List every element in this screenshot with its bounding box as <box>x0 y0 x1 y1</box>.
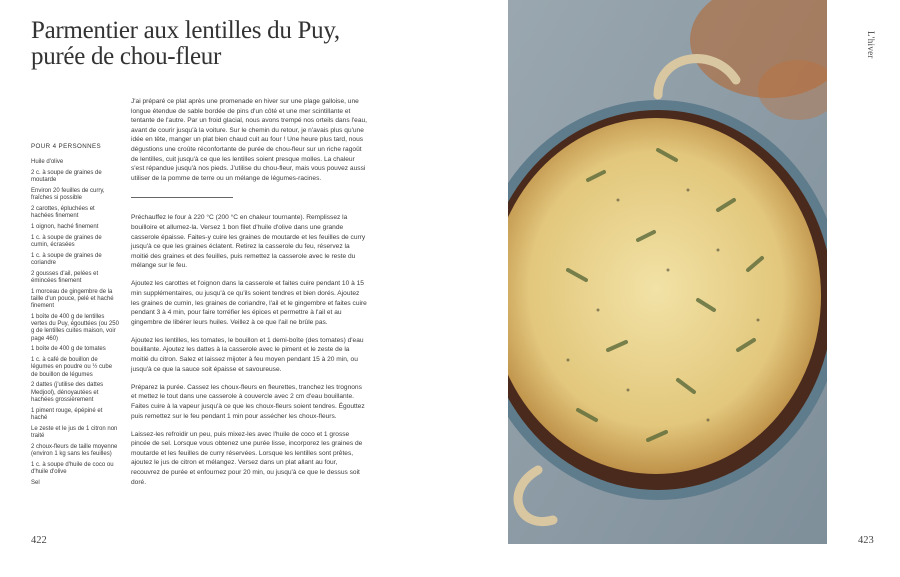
ingredient-item: 2 c. à soupe de graines de moutarde <box>31 170 102 184</box>
intro-paragraph: J'ai préparé ce plat après une promenade en hiver sur une plage galloise, une longue étendue de sable bordée de pins d'un côté et une mer scintillante et tentante de l'autre. Par un froid glacial, nous avons trempé nos orteils dans l'eau, avant de courir jusqu'à la voiture. Sur le chemin du retour, je n'avais plus qu'une idée en tête, manger un plat bien chaud cuit au four ! Une heure plus tard, nous dégustions une croûte réconfortante de purée de chou-fleur sur un riche ragoût de lentilles, cuit jusqu'à ce que les lentilles soient presque molles. La chaleur s'est répandue jusqu'à nos pieds. J'utilise du chou-fleur, mais vous pouvez aussi utiliser de la pomme de terre ou un mélange de légumes-racines. <box>131 98 368 182</box>
pie-illustration <box>508 0 827 544</box>
dish-photo <box>508 0 827 544</box>
ingredient-item: Sel <box>31 479 40 486</box>
section-divider <box>131 197 233 198</box>
method-step: Préchauffez le four à 220 °C (200 °C en chaleur tournante). Remplissez la bouilloire et allumez-la. Versez 1 bon filet d'huile d'olive dans une grande casserole épaisse. Faites-y cuire les graines de moutarde et les feuilles de curry jusqu'à ce que les graines éclatent. Retirez la casserole du feu, réservez la moitié des graines et des feuilles, puis remettez la casserole avec le reste du mélange sur le feu. <box>131 214 366 270</box>
servings-label: POUR 4 PERSONNES <box>31 143 102 150</box>
section-label: L'hiver <box>866 31 876 59</box>
ingredient-item: 1 c. à soupe d'huile de coco ou d'huile d'olive <box>31 461 114 475</box>
ingredient-item: 2 choux-fleurs de taille moyenne (environ 1 kg sans les feuilles) <box>31 443 118 457</box>
method-step: Ajoutez les carottes et l'oignon dans la casserole et faites cuire pendant 10 à 15 min supplémentaires, ou jusqu'à ce qu'ils soient tendres et bien dorés. Ajoutez les graines de cumin, les graines de coriandre, l'ail et le gingembre et faites cuire pendant 3 à 4 min, pour faire torréfier les épices et permettre à l'ail et au gingembre de libérer leurs huiles. Veillez à ce que l'ail ne brûle pas. <box>131 280 367 326</box>
ingredient-item: 1 oignon, haché finement <box>31 224 99 230</box>
title-line-2: purée de chou-fleur <box>31 43 222 70</box>
recipe-title <box>31 18 361 70</box>
ingredient-item: 1 piment rouge, épépiné et haché <box>31 407 103 421</box>
ingredient-item: 1 c. à café de bouillon de légumes en poudre ou ½ cube de bouillon de légumes <box>31 357 113 378</box>
method-column <box>131 97 367 496</box>
method-step: Laissez-les refroidir un peu, puis mixez-les avec l'huile de coco et 1 grosse pincée de sel. Lorsque vous obtenez une purée lisse, incorporez les graines de moutarde et les feuilles de curry réservées. Lorsque les lentilles sont prêtes, ajoutez le jus de citron et mélangez. Versez dans un plat allant au four, recouvrez de purée et enfournez pour 20 min, ou jusqu'à ce que le dessus soit doré. <box>131 430 363 486</box>
ingredient-item: 1 c. à soupe de graines de cumin, écrasées <box>31 234 102 248</box>
ingredient-item: 1 boîte de 400 g de tomates <box>31 346 106 353</box>
ingredient-item: Environ 20 feuilles de curry, fraîches si possible <box>31 188 105 202</box>
ingredient-item: 2 dattes (j'utilise des dattes Medjool), dénoyautées et hachées grossièrement <box>31 382 104 403</box>
ingredient-item: Huile d'olive <box>31 159 64 166</box>
ingredient-item: 1 morceau de gingembre de la taille d'un pouce, pelé et haché finement <box>31 288 114 310</box>
ingredient-item: Le zeste et le jus de 1 citron non traité <box>31 425 118 439</box>
ingredients-column <box>31 143 119 490</box>
title-line-1: Parmentier aux lentilles du Puy, <box>31 17 340 44</box>
ingredient-item: 2 carottes, épluchées et hachées finement <box>31 206 95 220</box>
page-number-right: 423 <box>858 535 874 546</box>
page-number-left: 422 <box>31 535 47 546</box>
ingredient-list <box>31 159 119 487</box>
ingredient-item: 1 c. à soupe de graines de coriandre <box>31 252 102 266</box>
method-step: Préparez la purée. Cassez les choux-fleurs en fleurettes, tranchez les trognons et mettez le tout dans une casserole à couvercle avec 2 cm d'eau bouillante. Faites cuire à la vapeur jusqu'à ce que les choux-fleurs soient tendres. Égouttez puis remettez sur le feu pendant 1 min pour assécher les choux-fleurs. <box>131 383 365 420</box>
ingredient-item: 1 boîte de 400 g de lentilles vertes du Puy, égouttées (ou 250 g de lentilles cuites maison, voir page 460) <box>31 314 119 342</box>
ingredient-item: 2 gousses d'ail, pelées et émincées finement <box>31 270 99 284</box>
method-step: Ajoutez les lentilles, les tomates, le bouillon et 1 demi-boîte (des tomates) d'eau bouillante. Ajoutez les dattes à la casserole avec le piment et le zeste de la moitié du citron. Salez et laissez mijoter à feu moyen pendant 15 à 20 min, ou jusqu'à ce que la sauce soit épaisse et savoureuse. <box>131 336 364 373</box>
right-page <box>505 0 900 577</box>
